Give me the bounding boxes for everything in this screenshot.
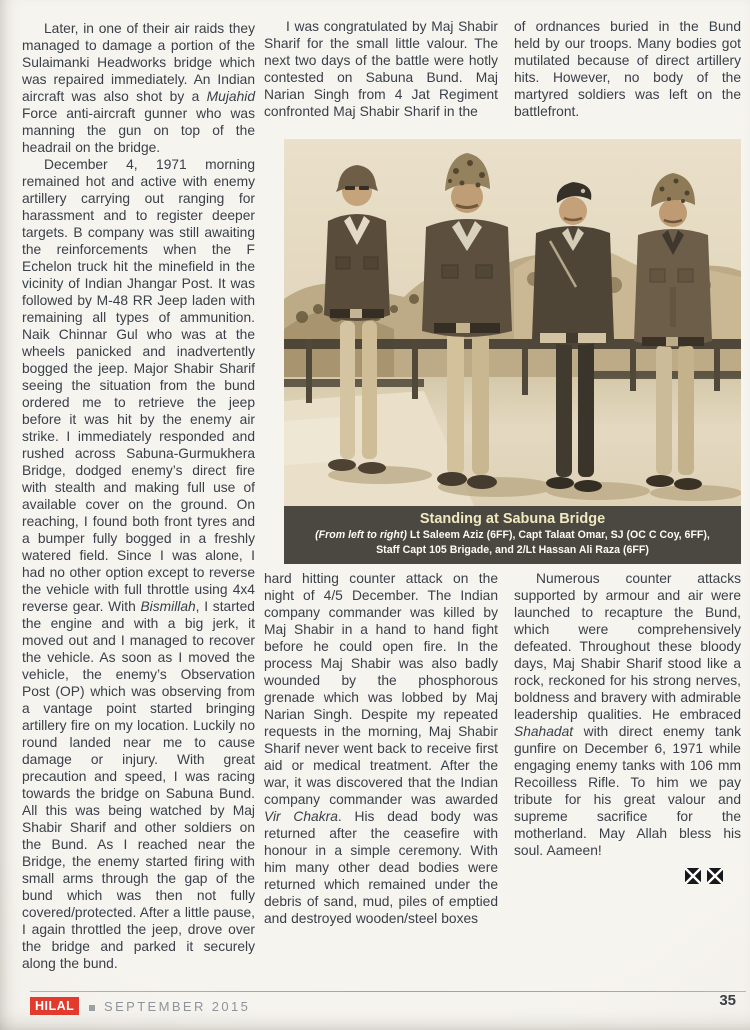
sabuna-bridge-photo [284,139,741,506]
footer-issue-date: SEPTEMBER 2015 [104,999,251,1014]
caption-intro: (From left to right) [315,529,407,542]
paragraph: Later, in one of their air raids they managed to damage a portion of the Sulaimanki Headworks bridge which was repaired immediately. An Indian aircraft was also shot by a Mujahid Force anti-aircraft gunner who was manning the gun on top of the headrail on the bridge. [22,21,255,155]
page-number: 35 [719,992,736,1009]
paragraph: Numerous counter attacks supported by armour and air were launched to recapture the Bund, which were comprehensively defeated. Throughout these bloody days, Maj Shabir Sharif stood like a rock, reckoned for his strong nerves, boldness and bravery with admirable leadership qualities. He embraced Shahadat with direct enemy tank gunfire on December 6, 1971 while engaging enemy tanks with 106 mm Recoilless Rifle. To him we pay tribute for his great valour and supreme sacrifice for the motherland. May Allah bless his soul. Aameen! [514,571,741,858]
article-column-1 [22,20,255,972]
footer-bullet-icon [89,1005,95,1011]
photo-figure [284,139,741,564]
paragraph: of ordnances buried in the Bund held by our troops. Many bodies got mutilated because of direct artillery hits. However, no body of the martyred soldiers was left on the battlefront. [514,19,741,119]
end-of-article-icon [707,868,723,884]
photo-caption [284,506,741,564]
end-of-article-icon [685,868,701,884]
paragraph: December 4, 1971 morning remained hot and active with enemy artillery carrying out ranging for harassment and to register deeper targets. B company was still awaiting the reinforcements when the F Echelon truck hit the minefield in the vicinity of Indian Jhangar Post. It was followed by M-48 RR Jeep laden with remaining all types of ammunition. Naik Chinnar Gul who was at the wheels panicked and inadvertently bogged the jeep. Major Shabir Sharif seeing the situation from the bund ordered me to retrieve the jeep before it was hit by the enemy air strike. I immediately responded and rushed across Sabuna-Gurmukhera Bridge, dodged enemy’s direct fire with stealth and making full use of available cover on the ground. On reaching, I found both front tyres and a bumper fully bogged in a freshly watered field. Since I was alone, I had no other option except to reverse the vehicle with full throttle using 4x4 reverse gear. With Bismillah, I started the engine and with a big jerk, it moved out and I managed to recover the vehicle. As soon as I moved the vehicle, the enemy’s Observation Post (OP) which was observing from a vantage point started bringing artillery fire on my location. Luckily no round landed near me to cause damage or injury. With great precaution and speed, I was racing towards the bridge on Sabuna Bund. All this was being watched by Maj Shabir Sharif and other soldiers on the Bund. As I reached near the Bridge, the enemy started firing with small arms through the gap of the bund which was then not fully covered/protected. After a little pause, I again throttled the jeep, drove over the bridge and parked it securely along the bund. [22,157,255,971]
caption-names: Lt Saleem Aziz (6FF), Capt Talaat Omar, SJ (OC C Coy, 6FF), Staff Capt 105 Brigade, and 2/Lt Hassan Ali Raza (6FF) [376,529,710,556]
article-column-3-bottom [514,570,741,859]
end-of-article-marks [685,868,723,884]
footer-divider [30,991,746,992]
photo-caption-title: Standing at Sabuna Bridge [419,511,606,527]
photo-caption-credits [302,528,723,558]
paragraph: hard hitting counter attack on the night of 4/5 December. The Indian company commander was killed by Maj Shabir in a hand to hand fight before he could open fire. In the process Maj Shabir was also badly wounded by the phosphorous grenade which was lobbed by Maj Narian Singh. Despite my repeated requests in the morning, Maj Shabir Sharif never went back to receive first aid or medical treatment. After the war, it was discovered that the Indian company commander was awarded Vir Chakra. His dead body was returned after the ceasefire with honour in a simple ceremony. With him many other dead bodies were returned which remained under the debris of sand, mud, piles of emptied and destroyed wooden/steel boxes [264,571,498,926]
article-column-2-bottom [264,570,498,927]
article-column-2-top [264,18,498,120]
hilal-logo: HILAL [30,997,79,1015]
article-column-3-top [514,18,741,120]
paragraph: I was congratulated by Maj Shabir Sharif for the small little valour. The next two days of the battle were hotly contested on Sabuna Bund. Maj Narian Singh from 4 Jat Regiment confronted Maj Shabir Sharif in the [264,19,498,119]
